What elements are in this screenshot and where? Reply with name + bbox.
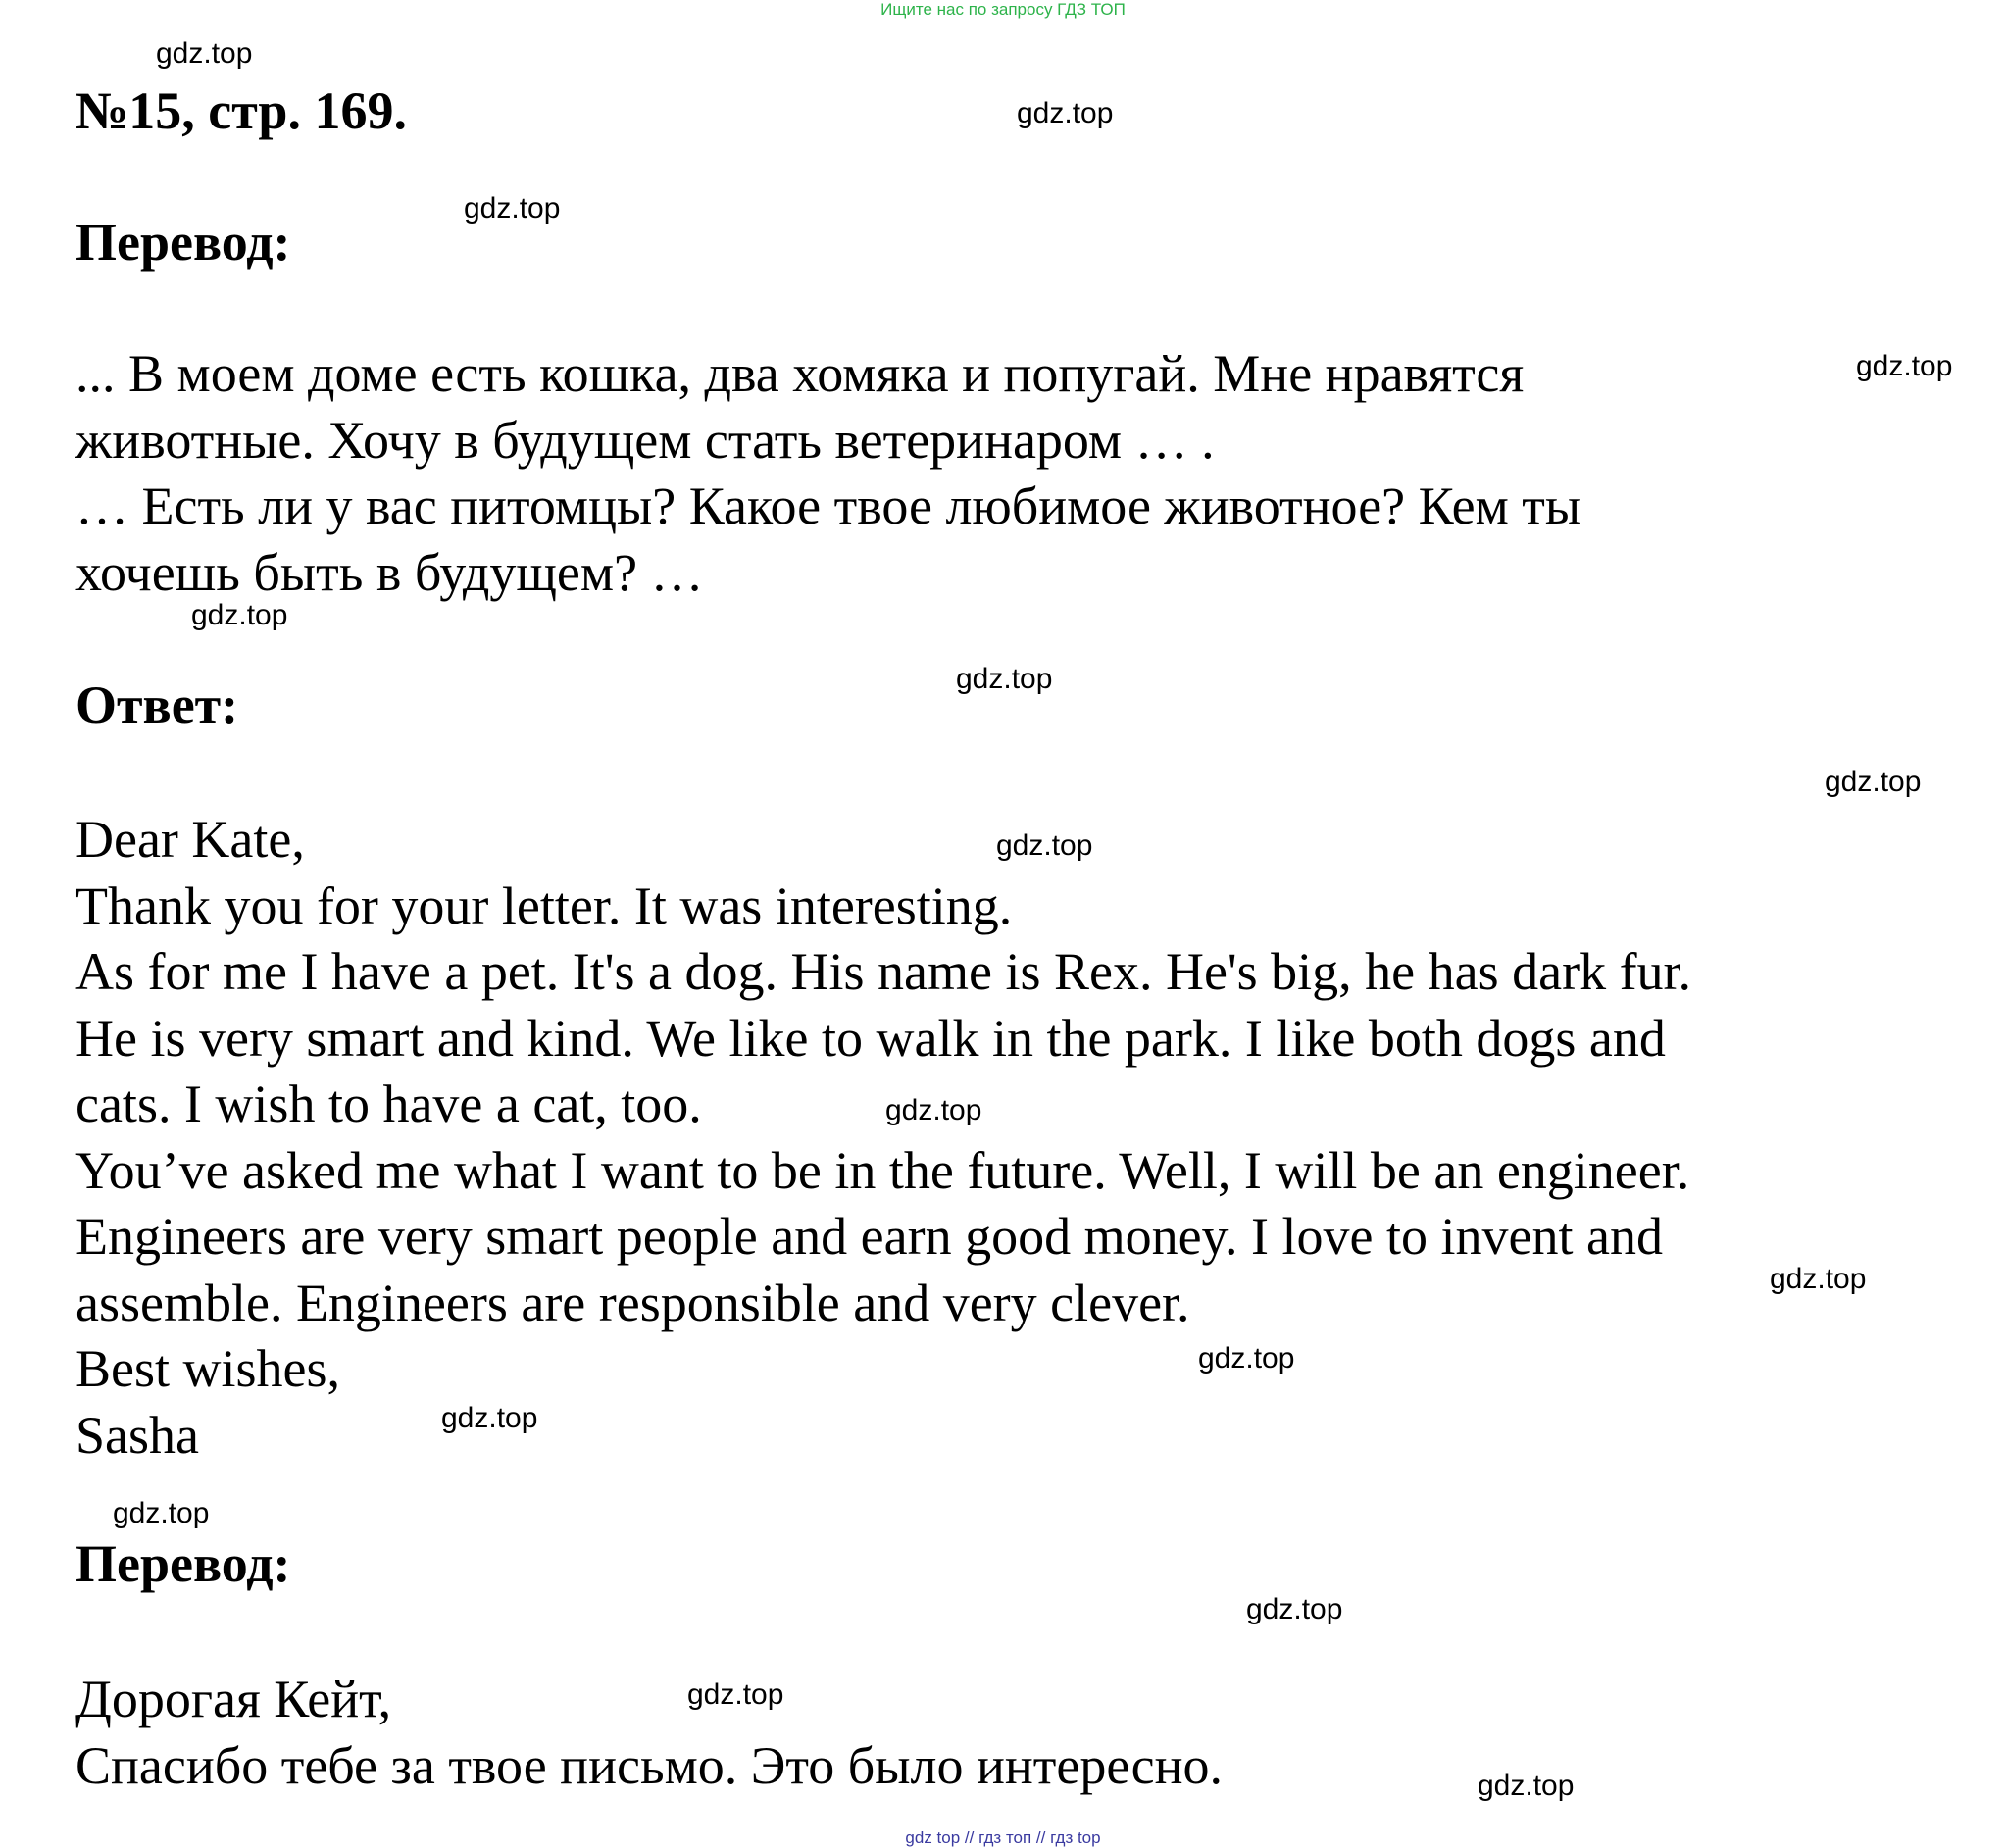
translation-heading-1: Перевод: [75,213,291,272]
text-line: Sasha [75,1405,199,1465]
exercise-title: №15, стр. 169. [75,81,407,140]
watermark: gdz.top [464,192,561,225]
watermark: gdz.top [1825,766,1922,798]
watermark: gdz.top [113,1497,210,1529]
watermark: gdz.top [191,599,288,631]
text-line: Thank you for your letter. It was interesting. [75,875,1013,935]
text-line: He is very smart and kind. We like to walk in the park. I like both dogs and [75,1008,1666,1068]
text-line: ... В моем доме есть кошка, два хомяка и попугай. Мне нравятся [75,344,1525,403]
text-line: You’ve asked me what I want to be in the future. Well, I will be an engineer. [75,1140,1690,1200]
watermark: gdz.top [1198,1342,1295,1374]
top-search-hint: Ищите нас по запросу ГДЗ ТОП [880,0,1126,19]
text-line: Dear Kate, [75,810,305,869]
watermark: gdz.top [441,1402,538,1434]
text-line: assemble. Engineers are responsible and very clever. [75,1273,1190,1332]
watermark: gdz.top [1246,1593,1343,1625]
text-line: … Есть ли у вас питомцы? Какое твое любимое животное? Кем ты [75,476,1581,535]
watermark: gdz.top [1770,1263,1867,1295]
text-line: Best wishes, [75,1339,340,1398]
text-line: хочешь быть в будущем? … [75,542,704,602]
watermark: gdz.top [956,663,1053,695]
bottom-site-note: gdz top // гдз топ // гдз top [905,1828,1101,1847]
text-line: животные. Хочу в будущем стать ветеринаром … . [75,410,1215,470]
watermark: gdz.top [885,1094,982,1126]
answer-letter [75,807,1691,1469]
translation-heading-2: Перевод: [75,1534,291,1593]
text-line: Спасибо тебе за твое письмо. Это было интересно. [75,1735,1224,1795]
text-line: As for me I have a pet. It's a dog. His name is Rex. He's big, he has dark fur. [75,942,1692,1001]
watermark: gdz.top [687,1678,784,1711]
watermark: gdz.top [156,37,253,70]
watermark: gdz.top [1856,350,1953,382]
watermark: gdz.top [1478,1770,1575,1802]
translation-text-2 [75,1667,1223,1799]
text-line: cats. I wish to have a cat, too. [75,1074,702,1133]
watermark: gdz.top [1017,97,1114,129]
text-line: Engineers are very smart people and earn good money. I love to invent and [75,1207,1663,1266]
watermark: gdz.top [996,829,1093,862]
answer-heading: Ответ: [75,675,239,734]
translation-text-1 [75,341,1580,606]
text-line: Дорогая Кейт, [75,1670,392,1728]
